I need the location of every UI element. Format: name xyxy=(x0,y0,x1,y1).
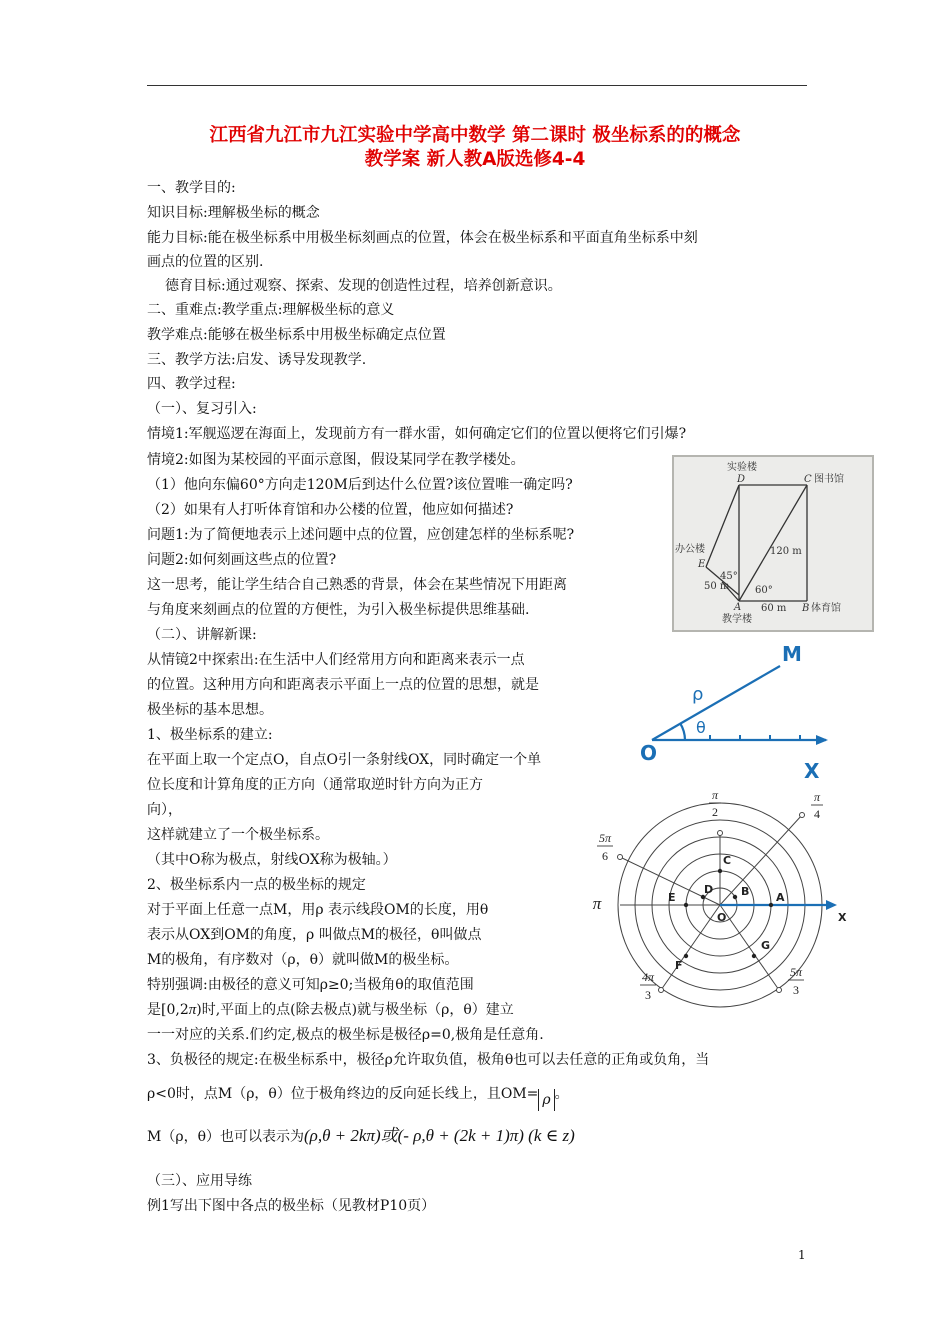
text-line: （其中O称为极点，射线OX称为极轴。） xyxy=(147,852,397,868)
angle-4pi-3-den: 3 xyxy=(645,988,651,1002)
text-line: （一）、复习引入: xyxy=(147,401,257,417)
text-line: （三）、应用导练 xyxy=(147,1173,252,1189)
text-line: 位长度和计算角度的正方向（通常取逆时针方向为正方 xyxy=(147,777,483,793)
text-line: 1、极坐标系的建立: xyxy=(147,727,273,743)
angle-45: 45° xyxy=(720,571,738,582)
text-line: 能力目标:能在极坐标系中用极坐标刻画点的位置，体会在极坐标系和平面直角坐标系中刻 xyxy=(147,230,698,246)
document-title-line2: 教学案 新人教A版选修4-4 xyxy=(364,149,586,170)
angle-pi-quarter-num: π xyxy=(813,790,821,804)
angle-pi-half-num: π xyxy=(711,788,719,802)
point-C: C xyxy=(723,854,732,867)
text-line: 2、极坐标系内一点的极坐标的规定 xyxy=(147,877,366,893)
angle-5pi-6-den: 6 xyxy=(602,849,608,863)
point-F: F xyxy=(675,959,683,972)
label-theta: θ xyxy=(696,718,706,737)
point-E: E xyxy=(698,559,706,570)
angle-5pi-3-den: 3 xyxy=(793,983,799,997)
pi-symbol: π xyxy=(188,1002,197,1018)
document-title-line1: 江西省九江市九江实验中学高中数学 第二课时 极坐标系的的概念 xyxy=(209,125,741,146)
angle-pi-quarter-den: 4 xyxy=(814,807,820,821)
text-line: 教学难点:能够在极坐标系中用极坐标确定点位置 xyxy=(147,327,446,343)
text-line: 问题2:如何刻画这些点的位置? xyxy=(147,552,337,568)
text-line: 在平面上取一个定点O，自点O引一条射线OX，同时确定一个单 xyxy=(147,752,542,768)
angle-60: 60° xyxy=(755,585,773,596)
point-O: O xyxy=(717,911,727,924)
text-line: 表示从OX到OM的角度，ρ 叫做点M的极径，θ叫做点 xyxy=(147,927,482,943)
point-G: G xyxy=(761,939,771,952)
length-120m: 120 m xyxy=(770,546,802,557)
point-A: A xyxy=(776,891,785,904)
polar-grid-figure xyxy=(585,785,850,1010)
text-line: 三、教学方法:启发、诱导发现教学. xyxy=(147,352,367,368)
text-line: 情境2:如图为某校园的平面示意图，假设某同学在教学楼处。 xyxy=(147,452,525,468)
text-line: 问题1:为了简便地表示上述问题中点的位置，应创建怎样的坐标系呢? xyxy=(147,527,575,543)
point-E: E xyxy=(668,891,676,904)
text-line: 一、教学目的: xyxy=(147,180,236,196)
length-60m: 60 m xyxy=(761,603,787,614)
text-line: 3、负极径的规定:在极坐标系中，极径ρ允许取负值，极角θ也可以去任意的正角或负角，当 xyxy=(147,1052,710,1068)
angle-5pi-6-num: 5π xyxy=(598,831,612,845)
point-B: B xyxy=(802,603,810,614)
text-line: 例1写出下图中各点的极坐标（见教材P10页） xyxy=(147,1198,436,1214)
text-line: 四、教学过程: xyxy=(147,376,236,392)
label-rho: ρ xyxy=(692,684,704,705)
angle-pi: π xyxy=(592,894,602,913)
point-B: B xyxy=(741,885,750,898)
text-line: 是[0,2π)时,平面上的点(除去极点)就与极坐标（ρ，θ）建立 xyxy=(147,1002,514,1018)
point-A: A xyxy=(734,602,742,613)
text-line: 与角度来刻画点的位置的方便性，为引入极坐标提供思维基础. xyxy=(147,602,530,618)
text-line: M的极角，有序数对（ρ，θ）就叫做M的极坐标。 xyxy=(147,952,459,968)
abs-rho: ρ xyxy=(538,1089,554,1111)
text-line: 画点的位置的区别. xyxy=(147,254,264,270)
text-line: 德育目标:通过观察、探索、发现的创造性过程，培养创新意识。 xyxy=(165,278,562,294)
angle-5pi-3-num: 5π xyxy=(789,965,803,979)
text-line: 二、重难点:教学重点:理解极坐标的意义 xyxy=(147,302,395,318)
text-line: 情境1:军舰巡逻在海面上，发现前方有一群水雷，如何确定它们的位置以便将它们引爆? xyxy=(147,426,687,442)
angle-pi-half-den: 2 xyxy=(712,805,718,819)
text-line: （1）他向东偏60°方向走120M后到达什么位置?该位置唯一确定吗? xyxy=(147,477,573,493)
campus-plan-figure xyxy=(672,455,874,632)
point-D: D xyxy=(737,474,746,485)
text-line: 从情镜2中探索出:在生活中人们经常用方向和距离来表示一点 xyxy=(147,652,525,668)
point-D: D xyxy=(704,883,714,896)
text-line: 特别强调:由极径的意义可知ρ≥0;当极角θ的取值范围 xyxy=(147,977,474,993)
axis-X: X xyxy=(838,911,847,924)
text-line: 向）， xyxy=(147,802,182,818)
point-C: C xyxy=(804,474,812,485)
text-line: （二）、讲解新课: xyxy=(147,627,257,643)
text-line: 极坐标的基本思想。 xyxy=(147,702,273,718)
text-line: （2）如果有人打听体育馆和办公楼的位置，他应如何描述? xyxy=(147,502,514,518)
header-rule xyxy=(147,85,807,86)
length-50m: 50 m xyxy=(704,581,730,592)
label-M: M xyxy=(782,642,802,666)
text-line: 知识目标:理解极坐标的概念 xyxy=(147,205,320,221)
text-line: 对于平面上任意一点M，用ρ 表示线段OM的长度，用θ xyxy=(147,902,489,918)
label-X: X xyxy=(804,759,820,783)
text-line: ρ<0时，点M（ρ，θ）位于极角终边的反向延长线上，且OM= ρ 。 xyxy=(147,1084,569,1111)
equivalent-coordinates-formula: (ρ,θ + 2kπ)或(- ρ,θ + (2k + 1)π) (k ∈ z) xyxy=(304,1126,575,1145)
text-line: 这样就建立了一个极坐标系。 xyxy=(147,827,329,843)
angle-4pi-3-num: 4π xyxy=(641,970,655,984)
text-line: 这一思考，能让学生结合自己熟悉的背景，体会在某些情况下用距离 xyxy=(147,577,567,593)
text-line: M（ρ，θ）也可以表示为(ρ,θ + 2kπ)或(- ρ,θ + (2k + 1)π) (k ∈ z) xyxy=(147,1126,575,1145)
label-gym: 体育馆 xyxy=(811,603,841,614)
label-teaching-bldg: 教学楼 xyxy=(722,614,752,625)
text-line: 一一对应的关系.们约定,极点的极坐标是极径ρ=0,极角是任意角. xyxy=(147,1027,544,1043)
label-library: 图书馆 xyxy=(814,474,844,485)
label-office: 办公楼 xyxy=(675,544,705,555)
polar-axis-figure xyxy=(630,640,840,785)
page-number: 1 xyxy=(798,1248,806,1262)
label-teaching-lab: 实验楼 xyxy=(727,462,757,473)
label-O: O xyxy=(640,741,658,765)
text-line: 的位置。这种用方向和距离表示平面上一点的位置的思想，就是 xyxy=(147,677,539,693)
